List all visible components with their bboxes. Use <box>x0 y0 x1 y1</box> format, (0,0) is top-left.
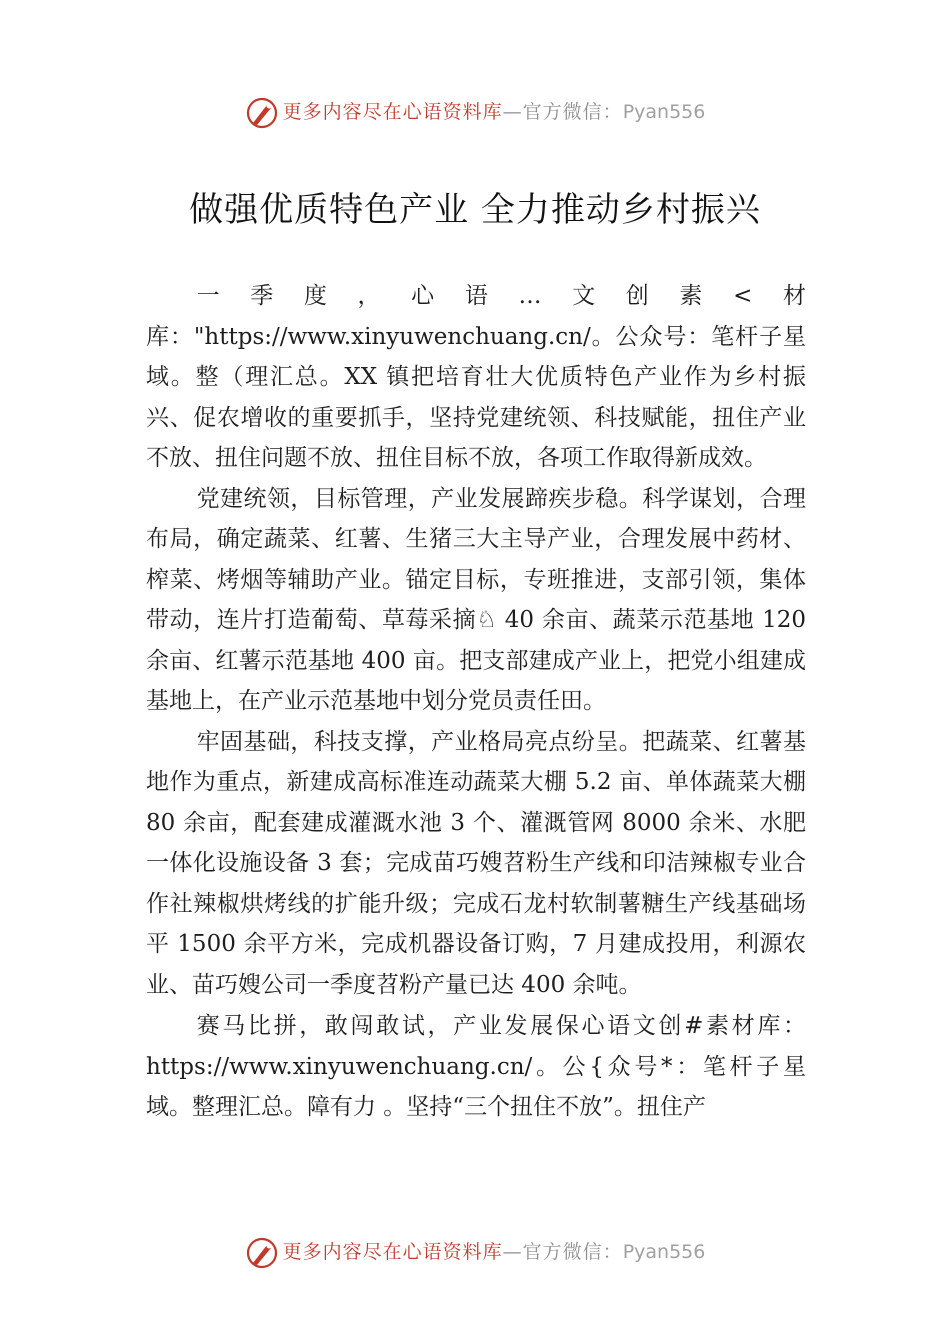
banner-wechat-label: 官方微信： <box>522 1241 623 1263</box>
paragraph: 党建统领，目标管理，产业发展蹄疾步稳。科学谋划，合理布局，确定蔬菜、红薯、生猪三大主导产业，合理发展中药材、榨菜、烤烟等辅助产业。锚定目标，专班推进，支部引领，集体带动，连片打造葡萄、草莓采摘♘ 40 余亩、蔬菜示范基地 120 余亩、红薯示范基地 400 亩。把支部建成产业上，把党小组建成基地上，在产业示范基地中划分党员责任田。 <box>146 485 806 714</box>
document-body <box>146 276 806 1128</box>
banner-dash: — <box>502 101 523 123</box>
footer-banner <box>0 1236 950 1270</box>
paragraph: 赛马比拼，敢闯敢试，产业发展保心语文创#素材库：https://www.xinyuwenchuang.cn/。公{众号*：笔杆子星域。整理汇总。障有力 。坚持“三个扭住不放”。扭住产 <box>146 1013 806 1120</box>
header-banner <box>0 96 950 130</box>
banner-text: 更多内容尽在心语资料库 <box>282 101 503 123</box>
banner-wechat-label: 官方微信： <box>522 101 623 123</box>
document-title: 做强优质特色产业 全力推动乡村振兴 <box>189 190 761 230</box>
pen-seal-logo-icon <box>245 1236 279 1270</box>
pen-seal-logo-icon <box>245 96 279 130</box>
banner-dash: — <box>502 1241 523 1263</box>
banner-text: 更多内容尽在心语资料库 <box>282 1241 503 1263</box>
banner-wechat-id: Pyan556 <box>622 1241 706 1263</box>
paragraph: 一季度，心语…文创素<材库："https://www.xinyuwenchuang.cn/。公众号：笔杆子星域。整（理汇总。XX 镇把培育壮大优质特色产业作为乡村振兴、促农增收的重要抓手，坚持党建统领、科技赋能，扭住产业不放、扭住问题不放、扭住目标不放，各项工作取得新成效。 <box>146 283 806 471</box>
banner-wechat-id: Pyan556 <box>622 101 706 123</box>
paragraph: 牢固基础，科技支撑，产业格局亮点纷呈。把蔬菜、红薯基地作为重点，新建成高标准连动蔬菜大棚 5.2 亩、单体蔬菜大棚 80 余亩，配套建成灌溉水池 3 个、灌溉管网 8000 余米、水肥一体化设施设备 3 套；完成苗巧嫂苕粉生产线和印洁辣椒专业合作社辣椒烘烤线的扩能升级；完成石龙村软制薯糖生产线基础场平 1500 余平方米，完成机器设备订购，7 月建成投用，利源农业、苗巧嫂公司一季度苕粉产量已达 400 余吨。 <box>146 728 806 998</box>
